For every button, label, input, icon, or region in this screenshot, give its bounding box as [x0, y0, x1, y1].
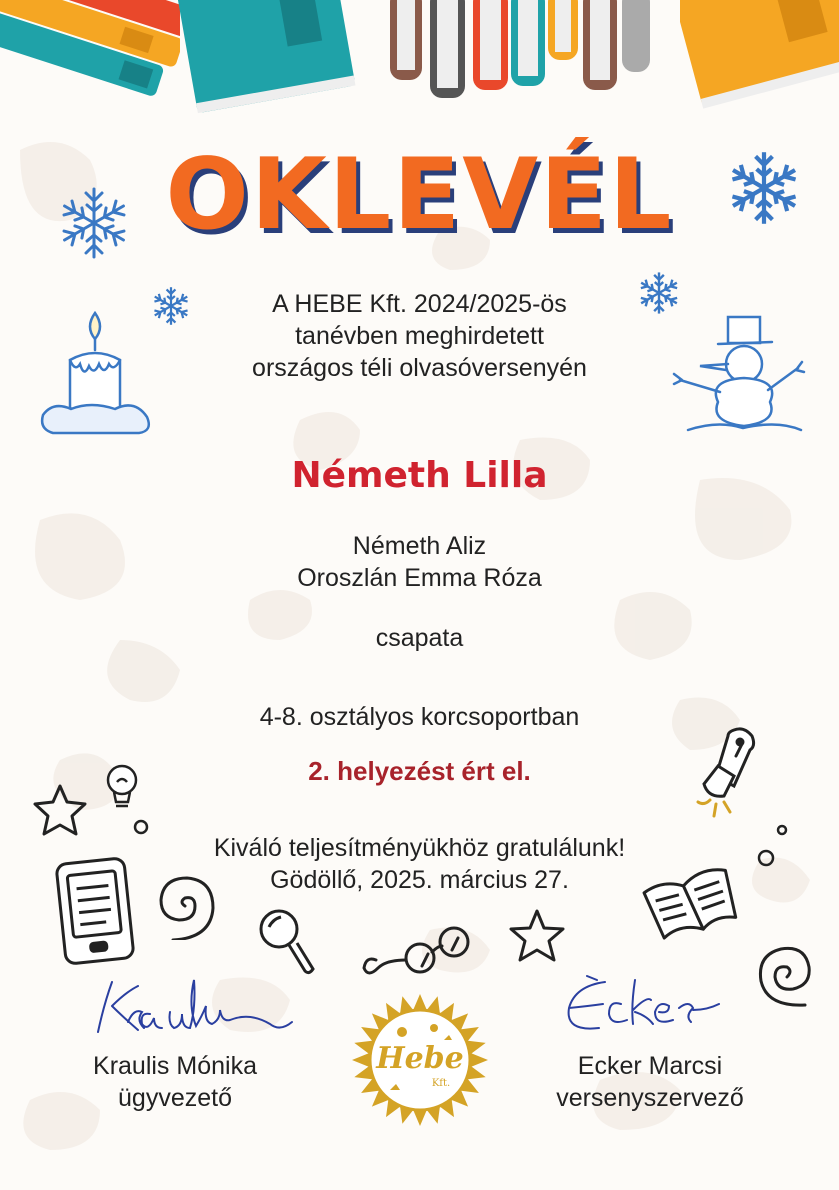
signer-role: ügyvezető: [118, 1084, 232, 1112]
glasses-icon: [362, 920, 477, 982]
open-book-icon: [640, 855, 740, 945]
logo-text: Hebe: [376, 1041, 464, 1076]
signature-right: [520, 1050, 780, 1114]
intro-line: tanévben meghirdetett: [295, 322, 544, 350]
intro-line: országos téli olvasóversenyén: [252, 354, 587, 382]
lightbulb-icon: [98, 760, 146, 814]
star-icon: [505, 905, 570, 970]
flashlight-icon: [690, 722, 770, 822]
magnifier-icon: [255, 905, 315, 980]
result-text: 2. helyezést ért el.: [308, 756, 531, 786]
books-icon: [385, 0, 665, 105]
intro-text: [0, 288, 839, 384]
category-text: 4-8. osztályos korcsoportban: [259, 703, 580, 731]
signer-name: Kraulis Mónika: [93, 1052, 257, 1080]
books-icon: [0, 0, 180, 140]
certificate-title: OKLEVÉL: [165, 138, 674, 252]
spiral-icon: [755, 945, 815, 1010]
signature-ecker: [565, 972, 735, 1040]
place-date: Gödöllő, 2025. március 27.: [270, 866, 569, 894]
star-icon: [30, 780, 90, 840]
team-members: [0, 530, 839, 594]
signer-name: Ecker Marcsi: [577, 1052, 723, 1080]
sun-seal-icon: [345, 990, 495, 1130]
signature-kraulis: [88, 972, 303, 1042]
books-icon: [680, 0, 839, 110]
team-member: Németh Aliz: [352, 532, 487, 560]
ereader-icon: [55, 855, 135, 967]
books-icon: [178, 0, 358, 115]
spiral-icon: [155, 870, 215, 940]
dot-icon: [754, 822, 794, 872]
intro-line: A HEBE Kft. 2024/2025-ös: [272, 290, 567, 318]
signer-role: versenyszervező: [556, 1084, 744, 1112]
logo-subtext: Kft.: [431, 1078, 451, 1089]
recipient-name: Németh Lilla: [291, 455, 548, 496]
team-label: csapata: [375, 624, 464, 652]
signature-left: [45, 1050, 305, 1114]
team-member: Oroszlán Emma Róza: [297, 564, 542, 592]
congrats-text: Kiváló teljesítményükhöz gratulálunk!: [213, 834, 626, 862]
dot-icon: [132, 818, 150, 836]
